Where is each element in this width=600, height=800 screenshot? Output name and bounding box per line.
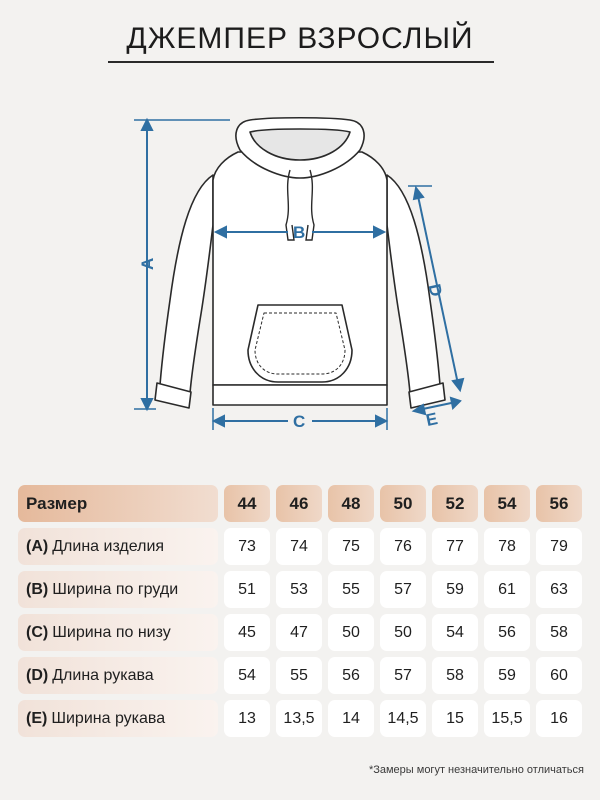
table-cell: 73: [224, 528, 270, 565]
table-cell: 55: [328, 571, 374, 608]
table-cell: 56: [484, 614, 530, 651]
row-label-text: Длина изделия: [52, 537, 165, 555]
dimension-c-label: C: [293, 412, 306, 431]
size-header-cell: 48: [328, 485, 374, 522]
table-row: [18, 657, 584, 694]
table-cell: 50: [328, 614, 374, 651]
table-cell: 74: [276, 528, 322, 565]
table-cell: 14: [328, 700, 374, 737]
table-cell: 78: [484, 528, 530, 565]
table-cell: 47: [276, 614, 322, 651]
size-header-cell: 50: [380, 485, 426, 522]
size-header-cell: 44: [224, 485, 270, 522]
table-cell: 77: [432, 528, 478, 565]
size-table: [18, 485, 584, 743]
row-label: [18, 571, 218, 608]
table-cell: 51: [224, 571, 270, 608]
table-cell: 58: [432, 657, 478, 694]
table-cell: 55: [276, 657, 322, 694]
row-label: [18, 614, 218, 651]
row-label: [18, 700, 218, 737]
row-label-text: Ширина рукава: [51, 709, 166, 727]
table-header-row: [18, 485, 584, 522]
hoodie-illustration: [155, 118, 445, 408]
table-cell: 57: [380, 657, 426, 694]
table-cell: 50: [380, 614, 426, 651]
table-row: [18, 528, 584, 565]
dimension-b-label: B: [293, 223, 306, 242]
table-cell: 13,5: [276, 700, 322, 737]
table-cell: 76: [380, 528, 426, 565]
table-cell: 13: [224, 700, 270, 737]
table-cell: 58: [536, 614, 582, 651]
size-header-cell: 46: [276, 485, 322, 522]
table-cell: 54: [432, 614, 478, 651]
table-cell: 54: [224, 657, 270, 694]
size-header-label: Размер: [18, 485, 218, 522]
dimension-a-label: A: [138, 257, 157, 270]
row-label-text: Ширина по низу: [52, 623, 171, 641]
size-header-cell: 56: [536, 485, 582, 522]
table-cell: 57: [380, 571, 426, 608]
table-cell: 63: [536, 571, 582, 608]
table-cell: 59: [432, 571, 478, 608]
size-header-cell: 52: [432, 485, 478, 522]
table-cell: 61: [484, 571, 530, 608]
table-cell: 56: [328, 657, 374, 694]
footnote: *Замеры могут незначительно отличаться: [368, 764, 584, 776]
table-row: [18, 700, 584, 737]
table-cell: 75: [328, 528, 374, 565]
dimension-d-label: D: [424, 282, 446, 299]
row-code: (A): [26, 537, 49, 555]
table-cell: 15: [432, 700, 478, 737]
table-cell: 53: [276, 571, 322, 608]
table-cell: 16: [536, 700, 582, 737]
dimension-e-label: E: [424, 409, 440, 431]
row-code: (E): [26, 709, 48, 727]
table-cell: 60: [536, 657, 582, 694]
table-row: [18, 614, 584, 651]
size-header-cell: 54: [484, 485, 530, 522]
row-label-text: Длина рукава: [52, 666, 154, 684]
row-label-text: Ширина по груди: [52, 580, 179, 598]
table-cell: 45: [224, 614, 270, 651]
row-label: [18, 528, 218, 565]
page-title: ДЖЕМПЕР ВЗРОСЛЫЙ: [126, 22, 474, 55]
table-cell: 79: [536, 528, 582, 565]
row-code: (C): [26, 623, 49, 641]
table-cell: 59: [484, 657, 530, 694]
row-code: (D): [26, 666, 49, 684]
row-code: (B): [26, 580, 49, 598]
table-row: [18, 571, 584, 608]
row-label: [18, 657, 218, 694]
table-cell: 15,5: [484, 700, 530, 737]
table-cell: 14,5: [380, 700, 426, 737]
